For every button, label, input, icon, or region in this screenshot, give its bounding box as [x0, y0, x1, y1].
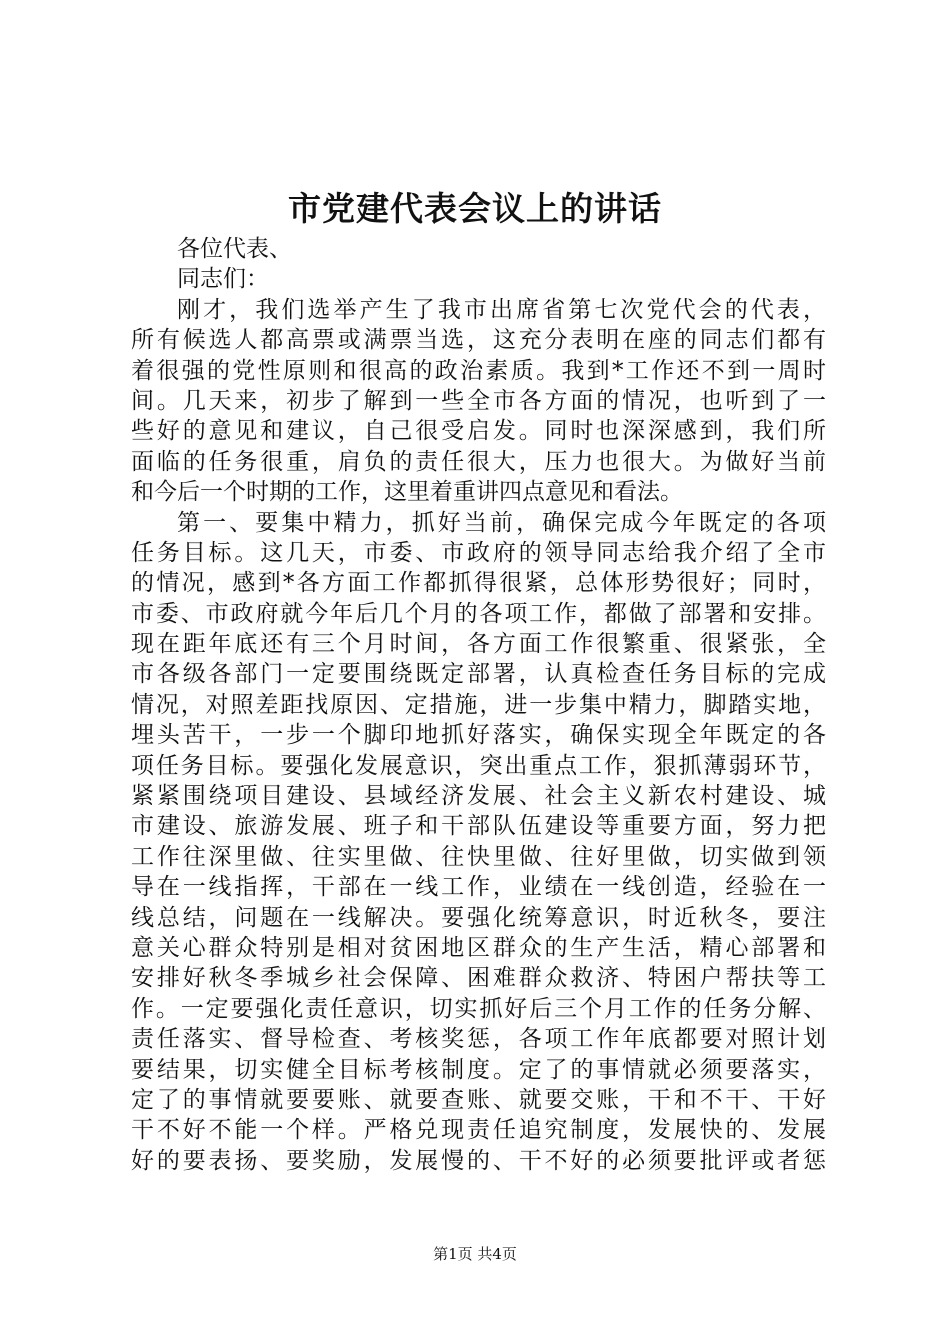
paragraph-line: 情况，对照差距找原因、定措施，进一步集中精力，脚踏实地， — [131, 691, 826, 718]
salutation-line: 各位代表、 — [177, 236, 292, 262]
paragraph-line: 埋头苦干，一步一个脚印地抓好落实，确保实现全年既定的各 — [131, 722, 826, 749]
page-number-footer: 第1页 共4页 — [433, 1245, 517, 1263]
paragraph-line: 第一、要集中精力，抓好当前，确保完成今年既定的各项 — [177, 509, 826, 536]
paragraph-line: 面临的任务很重，肩负的责任很大，压力也很大。为做好当前 — [131, 448, 826, 475]
paragraph-line: 些好的意见和建议，自己很受启发。同时也深深感到，我们所 — [131, 418, 826, 445]
paragraph-line: 线总结，问题在一线解决。要强化统筹意识，时近秋冬，要注 — [131, 904, 826, 931]
paragraph-line: 责任落实、督导检查、考核奖惩，各项工作年底都要对照计划 — [131, 1026, 826, 1053]
paragraph-line: 作。一定要强化责任意识，切实抓好后三个月工作的任务分解、 — [131, 995, 826, 1022]
paragraph-line: 市建设、旅游发展、班子和干部队伍建设等重要方面，努力把 — [131, 813, 826, 840]
paragraph-line: 任务目标。这几天，市委、市政府的领导同志给我介绍了全市 — [131, 539, 826, 566]
paragraph-line: 定了的事情就要要账、就要查账、就要交账，干和不干、干好 — [131, 1086, 826, 1113]
paragraph-line: 间。几天来，初步了解到一些全市各方面的情况，也听到了一 — [131, 387, 826, 414]
paragraph-line: 着很强的党性原则和很高的政治素质。我到*工作还不到一周时 — [131, 357, 826, 384]
paragraph-line: 市各级各部门一定要围绕既定部署，认真检查任务目标的完成 — [131, 661, 826, 688]
paragraph-line: 所有候选人都高票或满票当选，这充分表明在座的同志们都有 — [131, 327, 826, 354]
paragraph-line: 刚才，我们选举产生了我市出席省第七次党代会的代表， — [177, 296, 826, 323]
paragraph-line: 紧紧围绕项目建设、县域经济发展、社会主义新农村建设、城 — [131, 783, 826, 810]
paragraph-line: 市委、市政府就今年后几个月的各项工作，都做了部署和安排。 — [131, 600, 826, 627]
paragraph-line: 的情况，感到*各方面工作都抓得很紧，总体形势很好；同时， — [131, 570, 826, 597]
paragraph-line: 好的要表扬、要奖励，发展慢的、干不好的必须要批评或者惩 — [131, 1147, 826, 1174]
paragraph-line: 现在距年底还有三个月时间，各方面工作很繁重、很紧张，全 — [131, 631, 826, 658]
paragraph-line: 干不好不能一个样。严格兑现责任追究制度，发展快的、发展 — [131, 1117, 826, 1144]
paragraph-line: 要结果，切实健全目标考核制度。定了的事情就必须要落实， — [131, 1056, 826, 1083]
paragraph-line: 意关心群众特别是相对贫困地区群众的生产生活，精心部署和 — [131, 934, 826, 961]
paragraph-line: 工作往深里做、往实里做、往快里做、往好里做，切实做到领 — [131, 843, 826, 870]
paragraph-line: 安排好秋冬季城乡社会保障、困难群众救济、特困户帮扶等工 — [131, 965, 826, 992]
paragraph-line: 和今后一个时期的工作，这里着重讲四点意见和看法。 — [131, 479, 683, 506]
paragraph-line: 项任务目标。要强化发展意识，突出重点工作，狠抓薄弱环节， — [131, 752, 826, 779]
salutation-line: 同志们： — [177, 266, 269, 293]
page-title: 市党建代表会议上的讲话 — [288, 189, 662, 228]
paragraph-line: 导在一线指挥，干部在一线工作，业绩在一线创造，经验在一 — [131, 874, 826, 901]
document-body — [131, 234, 826, 1176]
